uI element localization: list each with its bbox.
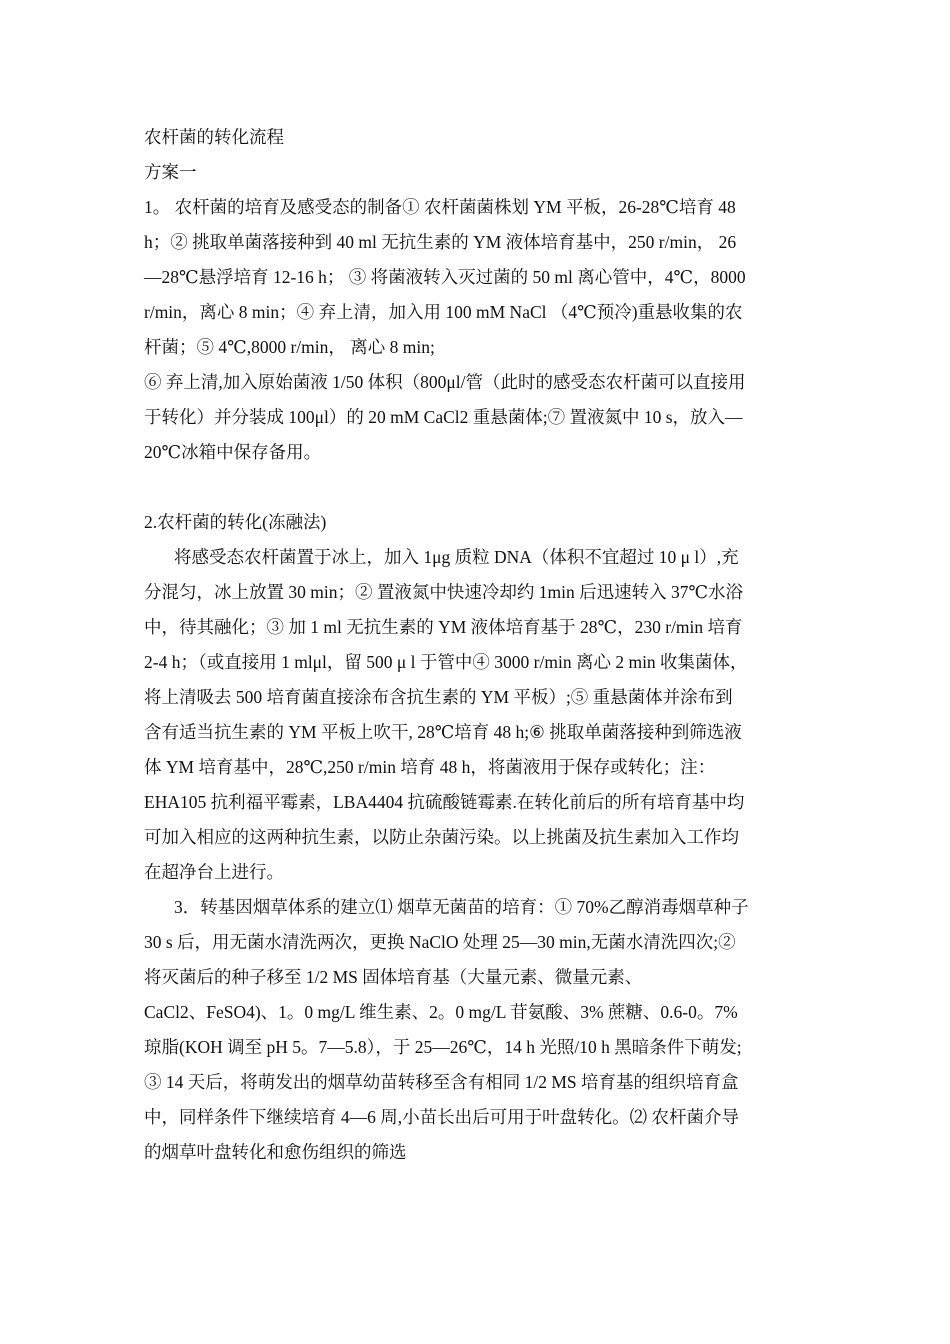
section-1-paragraph [144,190,810,470]
text-line: 在超净台上进行。 [144,862,284,882]
text-line: ③ 14 天后，将萌发出的烟草幼苗转移至含有相同 1/2 MS 培育基的组织培育盒 [144,1072,739,1092]
scheme-label: 方案一 [144,162,197,182]
text-line: 中，同样条件下继续培育 4—6 周,小苗长出后可用于叶盘转化。⑵ 农杆菌介导 [144,1107,739,1127]
text-line: 将上清吸去 500 培育菌直接涂布含抗生素的 YM 平板）;⑤ 重悬菌体并涂布到 [144,687,733,707]
text-line: 于转化）并分装成 100μl）的 20 mM CaCl2 重悬菌体;⑦ 置液氮中 10 s，放入— [144,407,743,427]
text-line: EHA105 抗利福平霉素，LBA4404 抗硫酸链霉素.在转化前后的所有培育基中均 [144,792,745,812]
text-line: 含有适当抗生素的 YM 平板上吹干, 28℃培育 48 h;⑥ 挑取单菌落接种到筛选液 [144,722,742,742]
section-2-paragraph [144,540,810,890]
text-line: h；② 挑取单菌落接种到 40 ml 无抗生素的 YM 液体培育基中，250 r/min， 26 [144,232,737,252]
text-line: 体 YM 培育基中，28℃,250 r/min 培育 48 h，将菌液用于保存或转化；注： [144,757,716,777]
text-line: 20℃冰箱中保存备用。 [144,442,322,462]
text-line: r/min，离心 8 min；④ 弃上清，加入用 100 mM NaCl （4℃预冷)重悬收集的农 [144,302,743,322]
text-line: 琼脂(KOH 调至 pH 5。7—5.8），于 25—26℃，14 h 光照/10 h 黑暗条件下萌发; [144,1037,742,1057]
text-line: 30 s 后，用无菌水清洗两次，更换 NaClO 处理 25—30 min,无菌水清洗四次;② [144,932,736,952]
document-body [144,120,810,1170]
text-line: 将灭菌后的种子移至 1/2 MS 固体培育基（大量元素、微量元素、 [144,967,643,987]
paragraph-gap [144,470,810,505]
text-line: 杆菌；⑤ 4℃,8000 r/min， 离心 8 min; [144,337,435,357]
text-line: ⑥ 弃上清,加入原始菌液 1/50 体积（800μl/管（此时的感受态农杆菌可以直接用 [144,372,746,392]
text-line: —28℃悬浮培育 12-16 h； ③ 将菌液转入灭过菌的 50 ml 离心管中，4℃，8000 [144,267,746,287]
text-line: 3．转基因烟草体系的建立⑴ 烟草无菌苗的培育：① 70%乙醇消毒烟草种子 [174,897,749,917]
text-line: CaCl2、FeSO4)、1。0 mg/L 维生素、2。0 mg/L 苷氨酸、3% 蔗糖、0.6-0。7% [144,1002,738,1022]
section-3-paragraph [144,890,810,1170]
section-2-heading: 2.农杆菌的转化(冻融法) [144,512,327,532]
text-line: 分混匀，冰上放置 30 min；② 置液氮中快速冷却约 1min 后迅速转入 37℃水浴 [144,582,744,602]
text-line: 将感受态农杆菌置于冰上，加入 1μg 质粒 DNA（体积不宜超过 10 μ l）,充 [174,547,739,567]
text-line: 中，待其融化；③ 加 1 ml 无抗生素的 YM 液体培育基于 28℃，230 r/min 培育 [144,617,743,637]
document-title: 农杆菌的转化流程 [144,127,284,147]
text-line: 可加入相应的这两种抗生素，以防止杂菌污染。以上挑菌及抗生素加入工作均 [144,827,739,847]
text-line: 1。 农杆菌的培育及感受态的制备① 农杆菌菌株划 YM 平板，26-28℃培育 48 [144,197,736,217]
text-line: 的烟草叶盘转化和愈伤组织的筛选 [144,1142,407,1162]
text-line: 2-4 h；（或直接用 1 mlμl，留 500 μ l 于管中④ 3000 r/min 离心 2 min 收集菌体， [144,652,748,672]
